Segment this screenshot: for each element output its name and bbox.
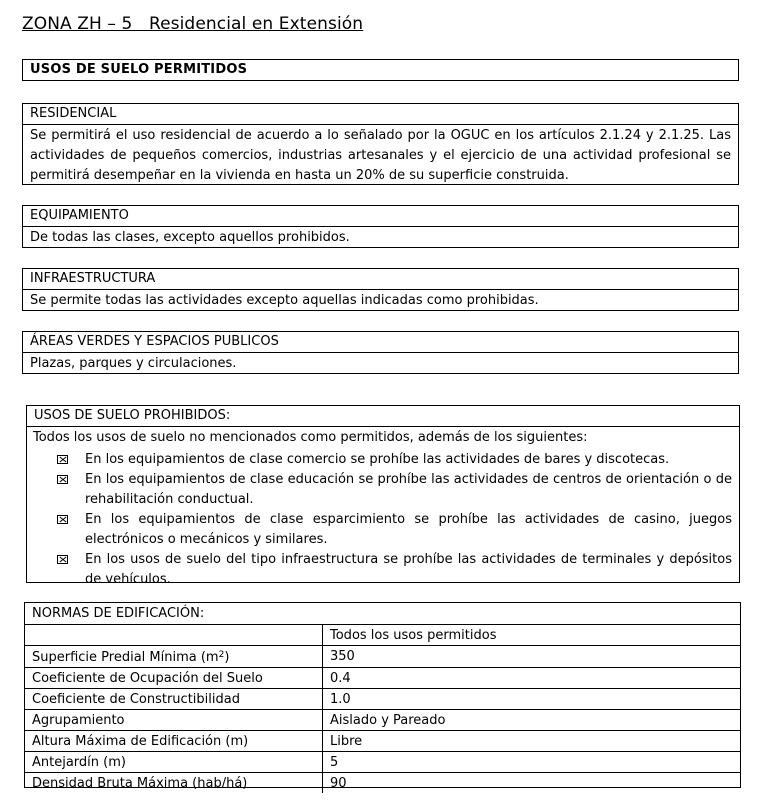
table-row xyxy=(25,689,740,710)
list-item-text: En los equipamientos de clase esparcimiento se prohíbe las actividades de casino, juegos electrónicos o mecánicos y similares. xyxy=(85,512,732,547)
permitted-uses-section xyxy=(22,59,739,81)
equipment-label: EQUIPAMIENTO xyxy=(23,206,738,227)
list-item-text: En los equipamientos de clase educación se prohíbe las actividades de centros de orientación o de rehabilitación conductual. xyxy=(85,472,732,507)
table-cell xyxy=(25,625,323,646)
equipment-text: De todas las clases, excepto aquellos prohibidos. xyxy=(30,230,350,245)
table-row xyxy=(25,773,740,794)
row-label-tail: ) xyxy=(224,650,230,665)
row-label: Densidad Bruta Máxima (hab/há) xyxy=(25,773,323,794)
row-label-text: Superficie Predial Mínima (m xyxy=(32,650,219,665)
list-item xyxy=(57,510,732,550)
row-value: 350 xyxy=(323,646,741,668)
row-value: 90 xyxy=(323,773,741,794)
prohibited-uses-label: USOS DE SUELO PROHIBIDOS: xyxy=(27,406,739,427)
table-row xyxy=(25,731,740,752)
row-label-superscript: 2 xyxy=(218,650,225,660)
list-item-text: En los equipamientos de clase comercio se prohíbe las actividades de bares y discotecas. xyxy=(85,452,670,467)
table-row xyxy=(25,646,740,668)
list-item xyxy=(57,550,732,590)
prohibited-uses-intro: Todos los usos de suelo no mencionados como permitidos, además de los siguientes: xyxy=(33,430,588,445)
infrastructure-section xyxy=(22,268,739,311)
list-item xyxy=(57,450,732,470)
residential-section xyxy=(22,103,739,185)
boxed-x-icon xyxy=(57,475,68,484)
boxed-x-icon xyxy=(57,455,68,464)
row-label: Coeficiente de Ocupación del Suelo xyxy=(25,668,323,689)
equipment-section xyxy=(22,205,739,248)
row-label: Altura Máxima de Edificación (m) xyxy=(25,731,323,752)
boxed-x-icon xyxy=(57,515,68,524)
residential-label: RESIDENCIAL xyxy=(23,104,738,125)
column-header: Todos los usos permitidos xyxy=(323,625,741,646)
row-value: 0.4 xyxy=(323,668,741,689)
list-item-text: En los usos de suelo del tipo infraestructura se prohíbe las actividades de terminales y depósitos de vehículos. xyxy=(85,552,732,587)
green-areas-text: Plazas, parques y circulaciones. xyxy=(30,356,237,371)
prohibited-uses-list xyxy=(27,450,732,590)
row-label: Antejardín (m) xyxy=(25,752,323,773)
zone-title: ZONA ZH – 5 Residencial en Extensión xyxy=(22,14,364,34)
list-item xyxy=(57,470,732,510)
table-row xyxy=(25,710,740,731)
infrastructure-text: Se permite todas las actividades excepto aquellas indicadas como prohibidas. xyxy=(30,293,539,308)
building-norms-table xyxy=(25,625,740,793)
row-value: 5 xyxy=(323,752,741,773)
row-label: Agrupamiento xyxy=(25,710,323,731)
boxed-x-icon xyxy=(57,555,68,564)
row-value: 1.0 xyxy=(323,689,741,710)
permitted-uses-header: USOS DE SUELO PERMITIDOS xyxy=(30,62,248,77)
residential-text: Se permitirá el uso residencial de acuerdo a lo señalado por la OGUC en los artículos 2.1.24 y 2.1.25. Las actividades de pequeños comercios, industrias artesanales y el ejercicio de una actividad profesional se permitirá desempeñar en la vivienda en hasta un 20% de su superficie construida. xyxy=(30,128,731,183)
row-value: Libre xyxy=(323,731,741,752)
green-areas-section xyxy=(22,331,739,374)
row-value: Aislado y Pareado xyxy=(323,710,741,731)
green-areas-label: ÁREAS VERDES Y ESPACIOS PUBLICOS xyxy=(23,332,738,353)
row-label xyxy=(25,646,323,668)
building-norms-section xyxy=(24,602,741,791)
row-label: Coeficiente de Constructibilidad xyxy=(25,689,323,710)
table-row xyxy=(25,668,740,689)
table-header-row xyxy=(25,625,740,646)
infrastructure-label: INFRAESTRUCTURA xyxy=(23,269,738,290)
prohibited-uses-section xyxy=(26,405,740,587)
building-norms-label: NORMAS DE EDIFICACIÓN: xyxy=(25,603,740,625)
table-row xyxy=(25,752,740,773)
